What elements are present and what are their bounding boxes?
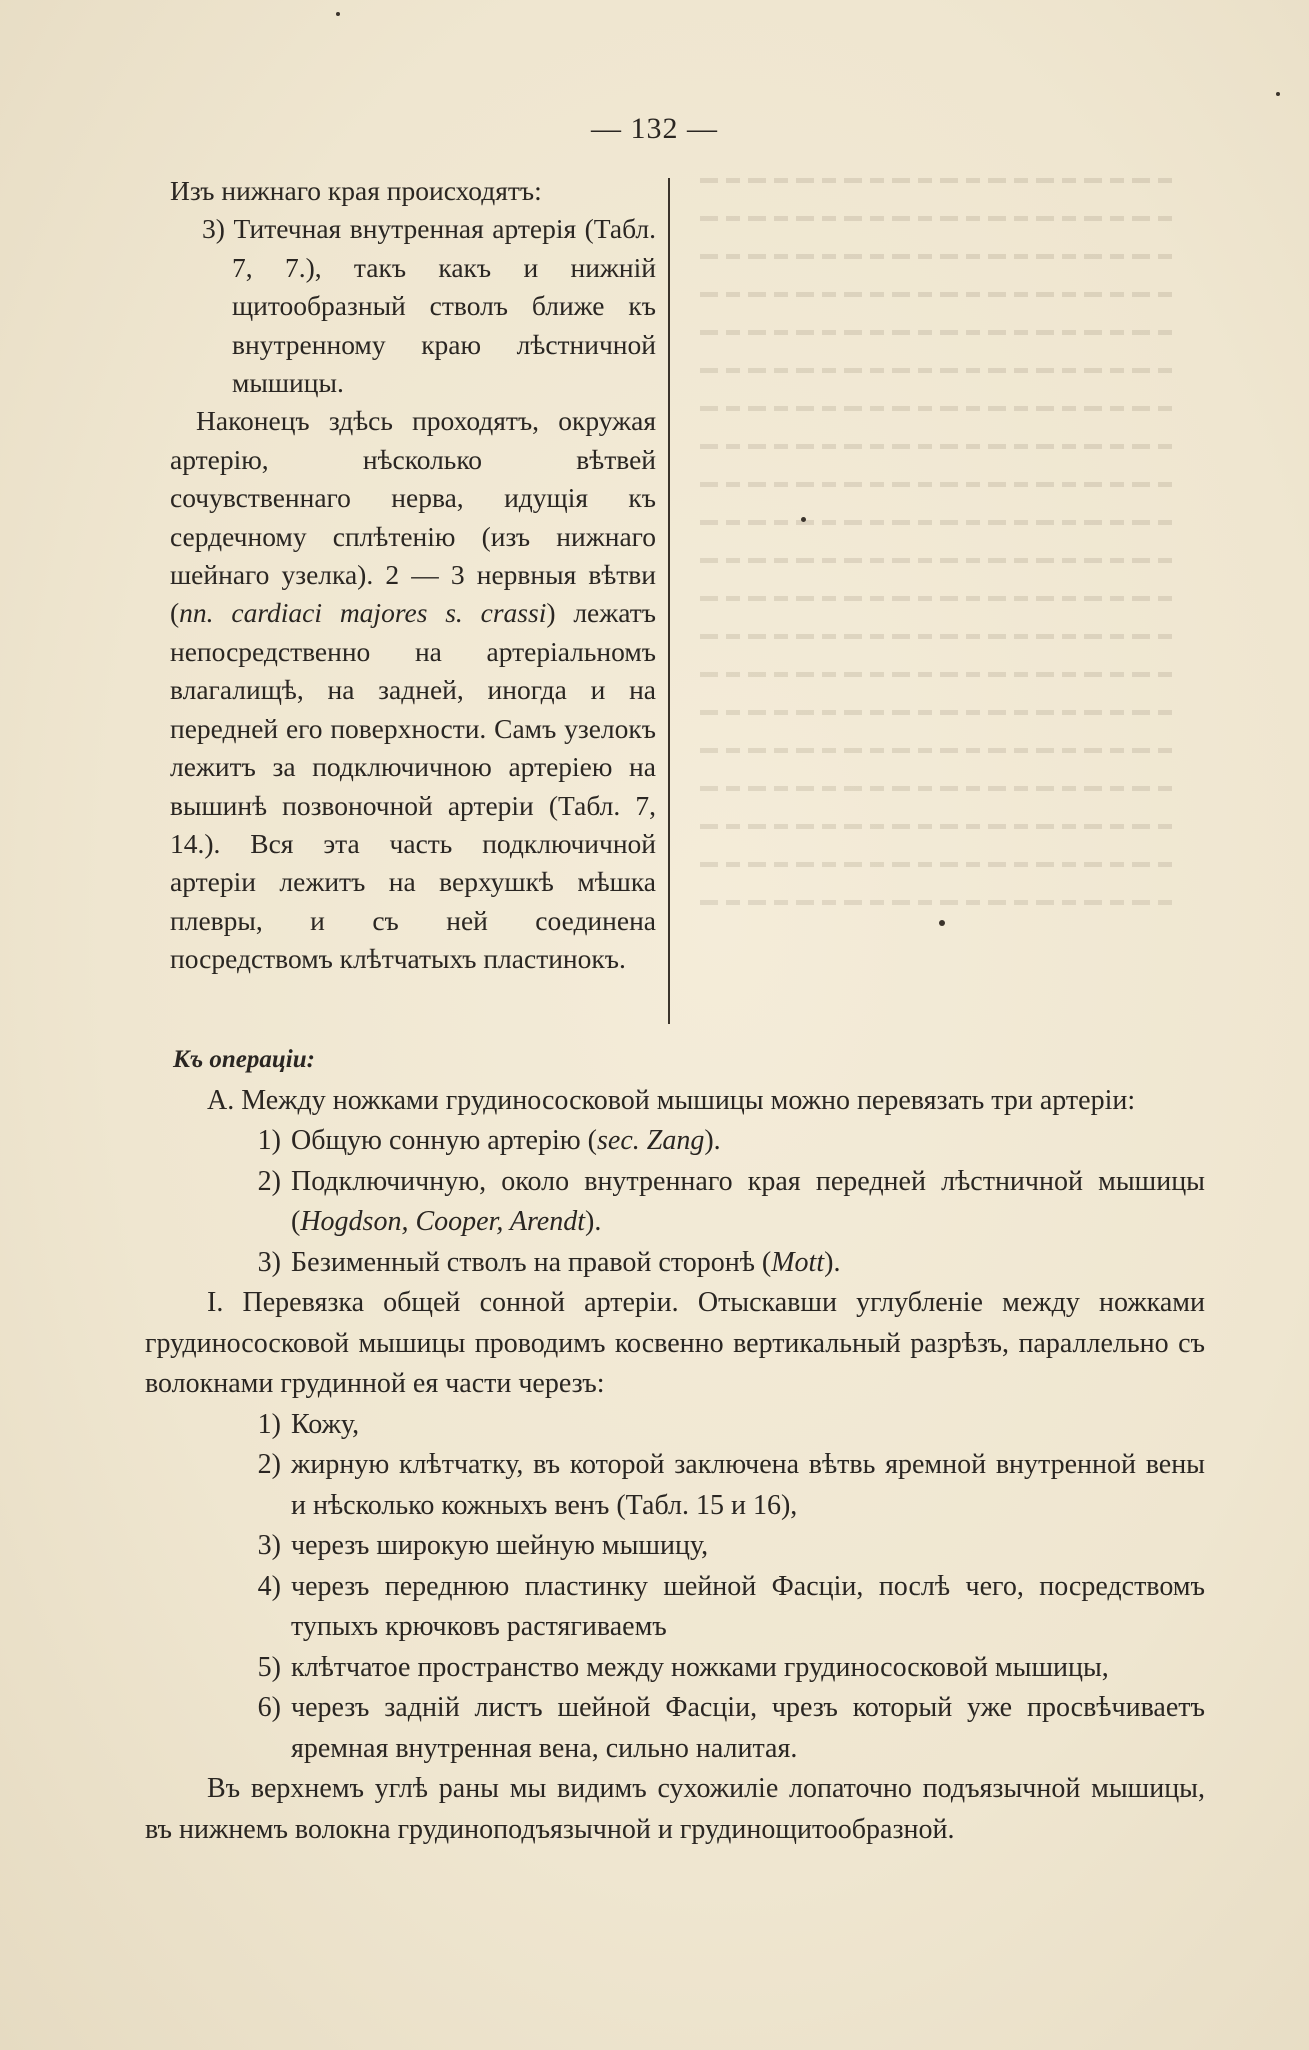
- left-para-3: [170, 402, 656, 978]
- closing-para: Въ верхнемъ углѣ раны мы видимъ сухожиліе лопаточно подъязычной мышицы, въ нижнемъ волокна грудиноподъязычной и грудинощитообразной.: [145, 1773, 1205, 1845]
- page-number: — 132 —: [591, 112, 718, 145]
- list-item-text: черезъ широкую шейную мышицу,: [291, 1530, 709, 1561]
- list-item: [145, 1526, 1205, 1567]
- left-para-3-text-a: Наконецъ здѣсь проходятъ, окружая артерію, нѣсколько вѣтвей сочувственнаго нерва, идущія къ сердечному сплѣтенію (изъ нижнаго шейнаго узелка). 2 — 3 нервныя вѣтви (: [170, 405, 656, 629]
- list-item-text: Подключичную, около внутреннаго края передней лѣстничной мышицы (Hogdson, Cooper, Arendt).: [291, 1165, 1205, 1237]
- list-item-text: жирную клѣтчатку, въ которой заключена вѣтвь яремной внутренной вены и нѣсколько кожныхъ венъ (Табл. 15 и 16),: [291, 1449, 1205, 1521]
- list-item: [145, 1445, 1205, 1526]
- ligation-para: I. Перевязка общей сонной артеріи. Отыскавши углубленіе между ножками грудинососковой мышицы проводимъ косвенно вертикальный разрѣзъ, параллельно съ волокнами грудинной ея части черезъ:: [145, 1287, 1205, 1399]
- left-para-3-latin: nn. cardiaci majores s. crassi: [179, 597, 547, 629]
- section-heading: Къ операціи:: [173, 1046, 315, 1073]
- operation-a-para: А. Между ножками грудинососковой мышицы можно перевязать три артеріи:: [207, 1084, 1136, 1116]
- list-item-number: 2): [257, 1165, 281, 1197]
- list-item-text: Общую сонную артерію (sec. Zang).: [291, 1125, 721, 1156]
- list-item-number: 5): [257, 1651, 281, 1683]
- list-item-number: 2): [257, 1449, 281, 1480]
- list-item: [145, 1243, 1205, 1284]
- ink-spot: [939, 920, 945, 926]
- list-item: [145, 1688, 1205, 1769]
- list-item: [145, 1162, 1205, 1243]
- ink-spot: [801, 517, 806, 522]
- full-width-text: [145, 1040, 1205, 1850]
- left-para-1: Изъ нижнаго края происходятъ:: [170, 175, 542, 206]
- left-para-2: [170, 210, 656, 402]
- list-item-number: 6): [257, 1692, 281, 1723]
- column-rule: [668, 178, 670, 1024]
- list-item: [145, 1405, 1205, 1446]
- list-item-text: клѣтчатое пространство между ножками грудинососковой мышицы,: [291, 1651, 1109, 1683]
- list-item-text: черезъ задній листъ шейной Фасціи, чрезъ который уже просвѣчиваетъ яремная внутренная вена, сильно налитая.: [291, 1692, 1205, 1764]
- left-para-2-text: Титечная внутренная артерія (Табл. 7, 7.), такъ какъ и нижній щитообразный стволъ ближе къ внутренному краю лѣстничной мышицы.: [232, 213, 657, 399]
- left-column: [170, 172, 656, 979]
- list-item-text: черезъ переднюю пластинку шейной Фасціи, послѣ чего, посредствомъ тупыхъ крючковъ растягиваемъ: [291, 1570, 1205, 1642]
- list-item-text: Безименный стволъ на правой сторонѣ (Mott).: [291, 1246, 841, 1278]
- list-item-text: Кожу,: [291, 1408, 360, 1440]
- bleed-through-text: [700, 178, 1180, 1038]
- list-item-number: 1): [257, 1125, 281, 1156]
- list-item-number: 4): [257, 1570, 281, 1602]
- ink-spot: [1276, 92, 1280, 96]
- list-item-number: 3): [257, 1530, 281, 1561]
- list-item-number: 1): [257, 1408, 281, 1440]
- list-item: [145, 1121, 1205, 1162]
- left-para-3-text-b: ) лежатъ непосредственно на артеріальномъ влагалищѣ, на задней, иногда и на передней его поверхности. Самъ узелокъ лежитъ за подключичною артеріею на вышинѣ позвоночной артеріи (Табл. 7, 14.). Вся эта часть подключичной артеріи лежитъ на верхушкѣ мѣшка плевры, и съ ней соединена посредствомъ клѣтчатыхъ пластинокъ.: [170, 597, 656, 975]
- list-item: [145, 1648, 1205, 1689]
- ink-spot: [336, 12, 340, 16]
- left-para-2-number: 3): [202, 213, 225, 245]
- list-item: [145, 1567, 1205, 1648]
- list-item-number: 3): [257, 1246, 281, 1278]
